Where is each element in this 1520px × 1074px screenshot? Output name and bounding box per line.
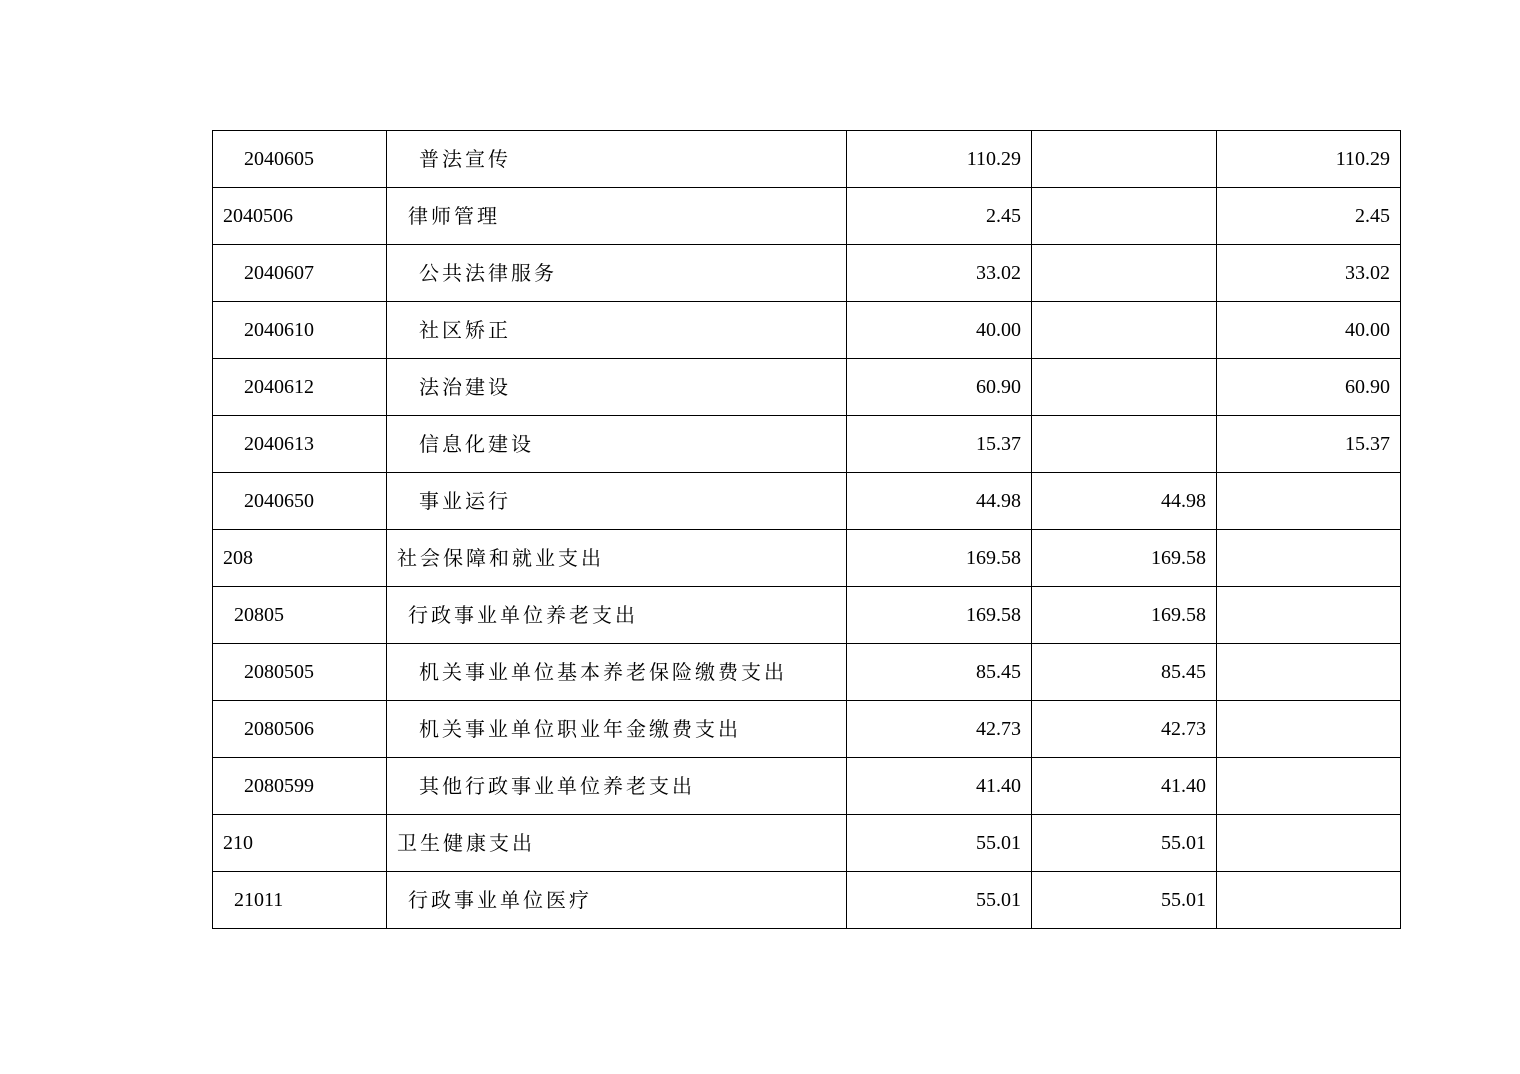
project-expenditure-cell <box>1217 359 1401 416</box>
subject-code-text: 2040613 <box>244 433 314 455</box>
total-amount-cell <box>847 188 1032 245</box>
project-expenditure-text: 40.00 <box>1345 319 1390 341</box>
subject-name-cell <box>387 359 847 416</box>
subject-code-cell <box>213 758 387 815</box>
subject-code-cell <box>213 416 387 473</box>
subject-code-text: 2040506 <box>223 205 293 227</box>
subject-name-cell <box>387 701 847 758</box>
subject-code-text: 2080599 <box>244 775 314 797</box>
subject-name-cell <box>387 644 847 701</box>
basic-expenditure-cell <box>1032 416 1217 473</box>
subject-name-text: 机关事业单位职业年金缴费支出 <box>419 717 741 741</box>
subject-code-text: 2040612 <box>244 376 314 398</box>
subject-code-cell <box>213 872 387 929</box>
subject-name-cell <box>387 302 847 359</box>
subject-code-cell <box>213 701 387 758</box>
subject-code-cell <box>213 644 387 701</box>
subject-code-cell <box>213 587 387 644</box>
subject-name-text: 法治建设 <box>419 375 511 399</box>
basic-expenditure-cell <box>1032 758 1217 815</box>
project-expenditure-cell <box>1217 416 1401 473</box>
subject-name-cell <box>387 245 847 302</box>
subject-code-cell <box>213 530 387 587</box>
basic-expenditure-cell <box>1032 188 1217 245</box>
subject-code-cell <box>213 131 387 188</box>
project-expenditure-cell <box>1217 245 1401 302</box>
total-amount-cell <box>847 131 1032 188</box>
project-expenditure-text: 2.45 <box>1355 205 1390 227</box>
table-row <box>213 644 1401 701</box>
project-expenditure-cell <box>1217 701 1401 758</box>
total-amount-cell <box>847 359 1032 416</box>
subject-name-text: 信息化建设 <box>419 432 534 456</box>
table-row <box>213 188 1401 245</box>
basic-expenditure-text: 169.58 <box>1151 604 1206 626</box>
subject-code-cell <box>213 815 387 872</box>
total-amount-text: 55.01 <box>976 889 1021 911</box>
subject-name-text: 卫生健康支出 <box>397 831 535 855</box>
subject-name-text: 机关事业单位基本养老保险缴费支出 <box>419 660 787 684</box>
total-amount-text: 110.29 <box>966 148 1021 170</box>
subject-name-cell <box>387 587 847 644</box>
table-row <box>213 302 1401 359</box>
basic-expenditure-cell <box>1032 131 1217 188</box>
subject-name-text: 律师管理 <box>408 204 500 228</box>
basic-expenditure-cell <box>1032 587 1217 644</box>
project-expenditure-text: 15.37 <box>1345 433 1390 455</box>
table-row <box>213 131 1401 188</box>
subject-code-text: 2040650 <box>244 490 314 512</box>
total-amount-cell <box>847 815 1032 872</box>
subject-code-cell <box>213 473 387 530</box>
total-amount-text: 169.58 <box>966 604 1021 626</box>
table-body <box>213 131 1401 929</box>
total-amount-cell <box>847 416 1032 473</box>
project-expenditure-cell <box>1217 872 1401 929</box>
subject-name-text: 社会保障和就业支出 <box>397 546 604 570</box>
project-expenditure-cell <box>1217 473 1401 530</box>
basic-expenditure-cell <box>1032 473 1217 530</box>
table-row <box>213 416 1401 473</box>
table-row <box>213 701 1401 758</box>
subject-name-cell <box>387 872 847 929</box>
subject-name-cell <box>387 815 847 872</box>
basic-expenditure-cell <box>1032 302 1217 359</box>
subject-code-text: 2040605 <box>244 148 314 170</box>
basic-expenditure-text: 169.58 <box>1151 547 1206 569</box>
subject-code-cell <box>213 188 387 245</box>
project-expenditure-cell <box>1217 815 1401 872</box>
subject-name-text: 其他行政事业单位养老支出 <box>419 774 695 798</box>
table-row <box>213 587 1401 644</box>
table-row <box>213 245 1401 302</box>
basic-expenditure-text: 55.01 <box>1161 832 1206 854</box>
total-amount-cell <box>847 473 1032 530</box>
basic-expenditure-text: 44.98 <box>1161 490 1206 512</box>
project-expenditure-cell <box>1217 758 1401 815</box>
table-row <box>213 359 1401 416</box>
subject-code-cell <box>213 245 387 302</box>
project-expenditure-cell <box>1217 587 1401 644</box>
basic-expenditure-cell <box>1032 872 1217 929</box>
subject-name-cell <box>387 188 847 245</box>
project-expenditure-text: 110.29 <box>1335 148 1390 170</box>
subject-name-cell <box>387 473 847 530</box>
subject-code-text: 2080505 <box>244 661 314 683</box>
total-amount-text: 42.73 <box>976 718 1021 740</box>
subject-name-cell <box>387 416 847 473</box>
basic-expenditure-cell <box>1032 245 1217 302</box>
budget-expenditure-table <box>212 130 1401 929</box>
total-amount-text: 2.45 <box>986 205 1021 227</box>
total-amount-text: 44.98 <box>976 490 1021 512</box>
subject-name-cell <box>387 530 847 587</box>
subject-code-text: 21011 <box>234 889 284 911</box>
total-amount-text: 33.02 <box>976 262 1021 284</box>
total-amount-cell <box>847 245 1032 302</box>
project-expenditure-cell <box>1217 530 1401 587</box>
subject-code-cell <box>213 302 387 359</box>
table-row <box>213 872 1401 929</box>
basic-expenditure-cell <box>1032 701 1217 758</box>
table-row <box>213 815 1401 872</box>
total-amount-text: 40.00 <box>976 319 1021 341</box>
basic-expenditure-cell <box>1032 644 1217 701</box>
total-amount-cell <box>847 302 1032 359</box>
subject-name-text: 社区矫正 <box>419 318 511 342</box>
basic-expenditure-text: 41.40 <box>1161 775 1206 797</box>
total-amount-cell <box>847 872 1032 929</box>
subject-code-text: 20805 <box>234 604 284 626</box>
subject-code-text: 2040607 <box>244 262 314 284</box>
subject-code-text: 210 <box>223 832 253 854</box>
total-amount-cell <box>847 701 1032 758</box>
basic-expenditure-text: 42.73 <box>1161 718 1206 740</box>
total-amount-cell <box>847 644 1032 701</box>
subject-name-cell <box>387 758 847 815</box>
project-expenditure-cell <box>1217 644 1401 701</box>
project-expenditure-text: 33.02 <box>1345 262 1390 284</box>
total-amount-cell <box>847 587 1032 644</box>
subject-name-text: 普法宣传 <box>419 147 511 171</box>
total-amount-cell <box>847 758 1032 815</box>
basic-expenditure-cell <box>1032 359 1217 416</box>
table-row <box>213 758 1401 815</box>
subject-code-text: 2080506 <box>244 718 314 740</box>
table-row <box>213 473 1401 530</box>
total-amount-text: 85.45 <box>976 661 1021 683</box>
subject-name-cell <box>387 131 847 188</box>
subject-name-text: 行政事业单位养老支出 <box>408 603 638 627</box>
basic-expenditure-cell <box>1032 815 1217 872</box>
subject-name-text: 事业运行 <box>419 489 511 513</box>
subject-code-text: 2040610 <box>244 319 314 341</box>
total-amount-text: 41.40 <box>976 775 1021 797</box>
project-expenditure-cell <box>1217 302 1401 359</box>
project-expenditure-cell <box>1217 188 1401 245</box>
subject-code-cell <box>213 359 387 416</box>
table-row <box>213 530 1401 587</box>
project-expenditure-cell <box>1217 131 1401 188</box>
basic-expenditure-text: 55.01 <box>1161 889 1206 911</box>
total-amount-text: 60.90 <box>976 376 1021 398</box>
basic-expenditure-cell <box>1032 530 1217 587</box>
total-amount-text: 169.58 <box>966 547 1021 569</box>
subject-code-text: 208 <box>223 547 253 569</box>
project-expenditure-text: 60.90 <box>1345 376 1390 398</box>
subject-name-text: 行政事业单位医疗 <box>408 888 592 912</box>
subject-name-text: 公共法律服务 <box>419 261 557 285</box>
total-amount-text: 15.37 <box>976 433 1021 455</box>
basic-expenditure-text: 85.45 <box>1161 661 1206 683</box>
total-amount-text: 55.01 <box>976 832 1021 854</box>
total-amount-cell <box>847 530 1032 587</box>
